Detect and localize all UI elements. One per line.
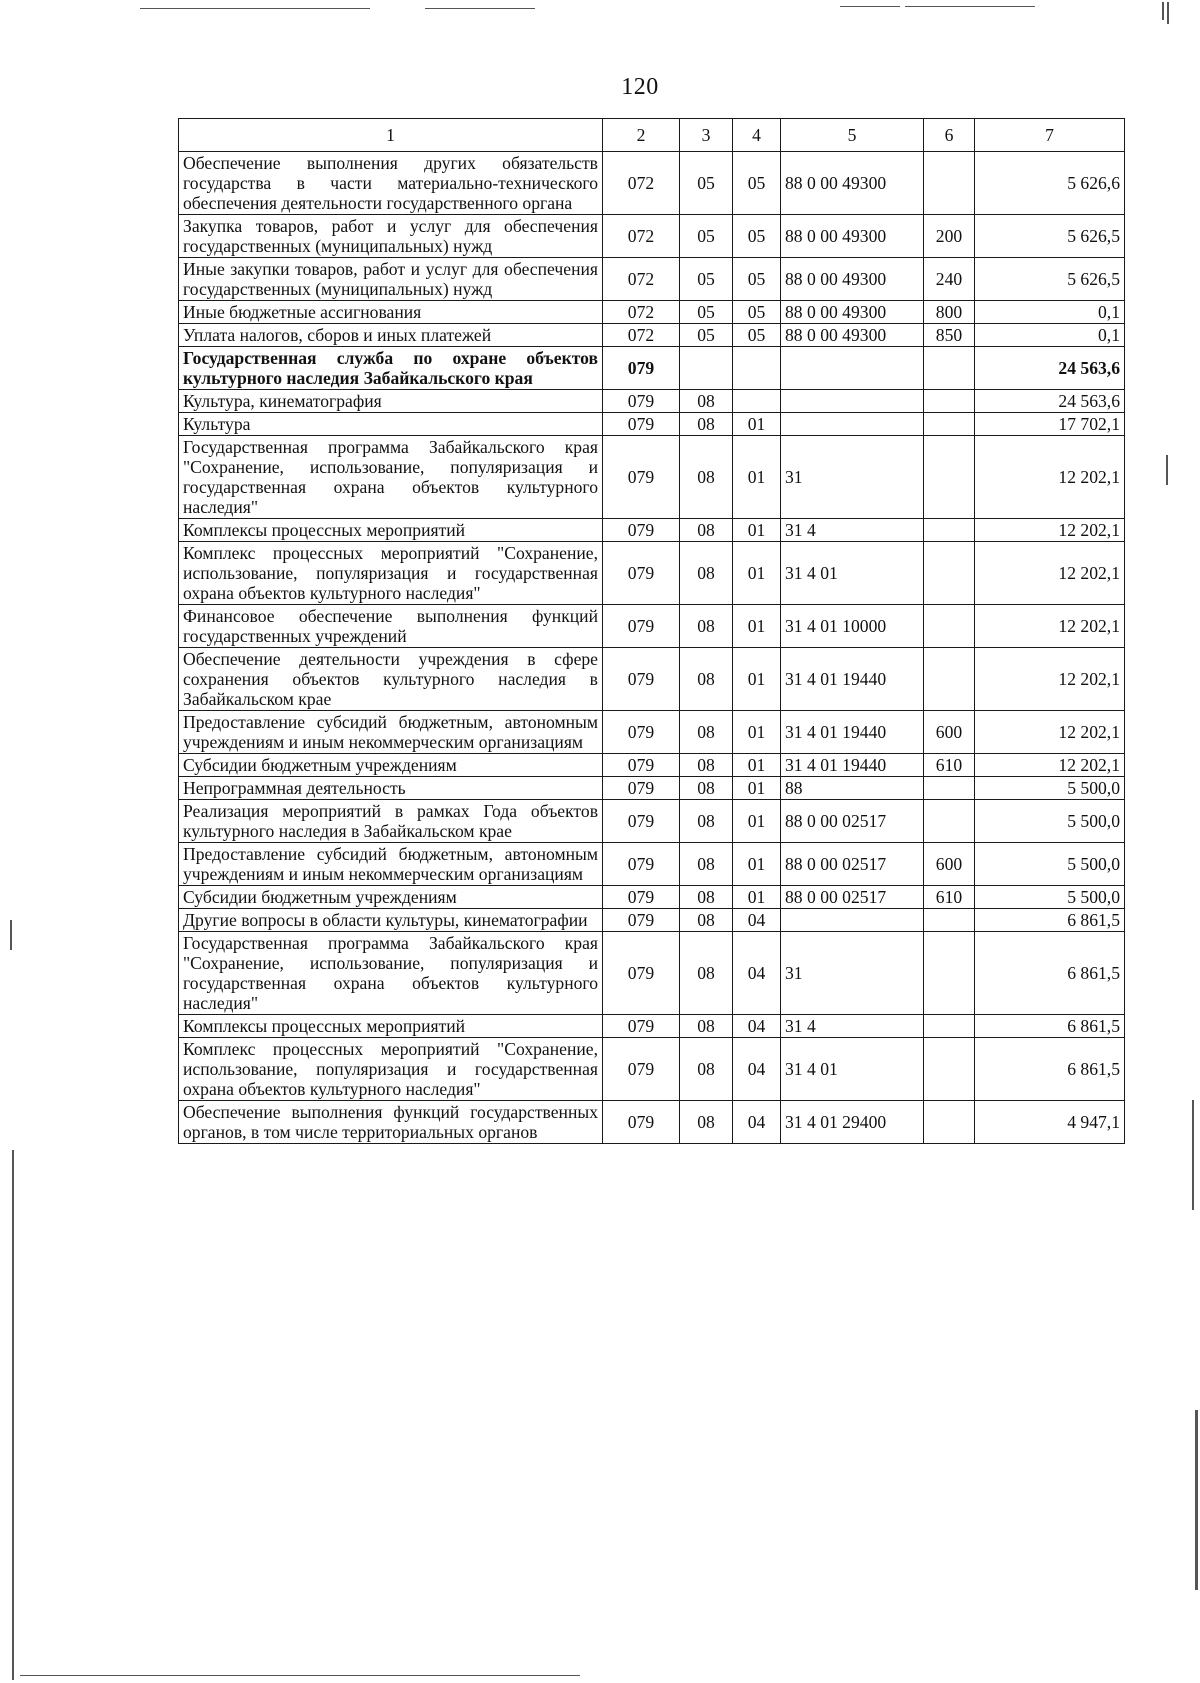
table-row xyxy=(179,777,1125,800)
subsection-code-cell xyxy=(733,347,781,390)
amount-cell: 24 563,6 xyxy=(975,347,1125,390)
table-row xyxy=(179,390,1125,413)
header-col-7: 7 xyxy=(975,119,1125,152)
expense-type-cell: 600 xyxy=(924,711,975,754)
subsection-code-cell: 01 xyxy=(733,413,781,436)
target-article-cell: 31 xyxy=(781,436,924,519)
row-name-cell: Культура, кинематография xyxy=(179,390,603,413)
subsection-code-cell: 05 xyxy=(733,301,781,324)
section-code-cell: 08 xyxy=(680,843,733,886)
amount-cell: 6 861,5 xyxy=(975,909,1125,932)
table-row xyxy=(179,413,1125,436)
target-article-cell: 31 xyxy=(781,932,924,1015)
header-row xyxy=(179,119,1125,152)
amount-cell: 12 202,1 xyxy=(975,542,1125,605)
expense-type-cell xyxy=(924,152,975,215)
section-code-cell: 08 xyxy=(680,648,733,711)
row-name-cell: Субсидии бюджетным учреждениям xyxy=(179,886,603,909)
amount-cell: 6 861,5 xyxy=(975,932,1125,1015)
scan-artifact-line xyxy=(1162,2,1164,20)
header-col-5: 5 xyxy=(781,119,924,152)
ministry-code-cell: 079 xyxy=(603,777,680,800)
target-article-cell: 31 4 01 xyxy=(781,542,924,605)
header-col-4: 4 xyxy=(733,119,781,152)
section-code-cell: 08 xyxy=(680,390,733,413)
table-row xyxy=(179,301,1125,324)
section-code-cell: 08 xyxy=(680,605,733,648)
scan-artifact-line xyxy=(140,8,370,9)
ministry-code-cell: 079 xyxy=(603,390,680,413)
expense-type-cell xyxy=(924,519,975,542)
amount-cell: 12 202,1 xyxy=(975,436,1125,519)
amount-cell: 12 202,1 xyxy=(975,648,1125,711)
section-code-cell: 08 xyxy=(680,1038,733,1101)
subsection-code-cell: 01 xyxy=(733,648,781,711)
section-code-cell: 08 xyxy=(680,413,733,436)
expense-type-cell xyxy=(924,390,975,413)
subsection-code-cell: 04 xyxy=(733,909,781,932)
subsection-code-cell: 01 xyxy=(733,436,781,519)
target-article-cell: 88 0 00 49300 xyxy=(781,215,924,258)
subsection-code-cell: 01 xyxy=(733,711,781,754)
row-name-cell: Обеспечение деятельности учреждения в сфере сохранения объектов культурного наследия в Забайкальском крае xyxy=(179,648,603,711)
target-article-cell: 88 xyxy=(781,777,924,800)
target-article-cell: 88 0 00 02517 xyxy=(781,886,924,909)
scan-artifact-line xyxy=(1195,1410,1198,1590)
ministry-code-cell: 079 xyxy=(603,605,680,648)
ministry-code-cell: 072 xyxy=(603,324,680,347)
table-row xyxy=(179,1101,1125,1144)
target-article-cell: 31 4 xyxy=(781,1015,924,1038)
row-name-cell: Реализация мероприятий в рамках Года объектов культурного наследия в Забайкальском крае xyxy=(179,800,603,843)
ministry-code-cell: 072 xyxy=(603,152,680,215)
expense-type-cell xyxy=(924,347,975,390)
section-code-cell: 08 xyxy=(680,519,733,542)
table-row xyxy=(179,711,1125,754)
ministry-code-cell: 079 xyxy=(603,909,680,932)
amount-cell: 5 500,0 xyxy=(975,777,1125,800)
table-row xyxy=(179,754,1125,777)
target-article-cell: 88 0 00 49300 xyxy=(781,324,924,347)
subsection-code-cell: 01 xyxy=(733,886,781,909)
target-article-cell: 31 4 01 29400 xyxy=(781,1101,924,1144)
ministry-code-cell: 079 xyxy=(603,932,680,1015)
target-article-cell: 31 4 xyxy=(781,519,924,542)
scan-artifact-line xyxy=(425,8,535,9)
amount-cell: 5 626,6 xyxy=(975,152,1125,215)
amount-cell: 0,1 xyxy=(975,301,1125,324)
row-name-cell: Другие вопросы в области культуры, кинематографии xyxy=(179,909,603,932)
expense-type-cell: 850 xyxy=(924,324,975,347)
ministry-code-cell: 079 xyxy=(603,1015,680,1038)
row-name-cell: Культура xyxy=(179,413,603,436)
ministry-code-cell: 079 xyxy=(603,347,680,390)
target-article-cell: 88 0 00 49300 xyxy=(781,152,924,215)
amount-cell: 6 861,5 xyxy=(975,1015,1125,1038)
expense-type-cell: 240 xyxy=(924,258,975,301)
table-row xyxy=(179,843,1125,886)
row-name-cell: Предоставление субсидий бюджетным, автономным учреждениям и иным некоммерческим организациям xyxy=(179,843,603,886)
expense-type-cell xyxy=(924,777,975,800)
expense-type-cell xyxy=(924,800,975,843)
ministry-code-cell: 072 xyxy=(603,301,680,324)
ministry-code-cell: 079 xyxy=(603,436,680,519)
expense-type-cell: 610 xyxy=(924,754,975,777)
amount-cell: 5 626,5 xyxy=(975,215,1125,258)
expense-type-cell xyxy=(924,1101,975,1144)
row-name-cell: Государственная программа Забайкальского края "Сохранение, использование, популяризация и государственная охрана объектов культурного наследия" xyxy=(179,436,603,519)
ministry-code-cell: 079 xyxy=(603,886,680,909)
ministry-code-cell: 079 xyxy=(603,413,680,436)
amount-cell: 12 202,1 xyxy=(975,519,1125,542)
ministry-code-cell: 079 xyxy=(603,800,680,843)
section-code-cell: 05 xyxy=(680,152,733,215)
header-col-2: 2 xyxy=(603,119,680,152)
amount-cell: 12 202,1 xyxy=(975,711,1125,754)
amount-cell: 17 702,1 xyxy=(975,413,1125,436)
target-article-cell xyxy=(781,909,924,932)
section-code-cell xyxy=(680,347,733,390)
expense-type-cell xyxy=(924,542,975,605)
expense-type-cell: 610 xyxy=(924,886,975,909)
table-row xyxy=(179,258,1125,301)
target-article-cell: 31 4 01 xyxy=(781,1038,924,1101)
header-col-1: 1 xyxy=(179,119,603,152)
scan-artifact-line xyxy=(10,920,12,950)
target-article-cell: 88 0 00 02517 xyxy=(781,843,924,886)
subsection-code-cell: 01 xyxy=(733,542,781,605)
table-row xyxy=(179,1015,1125,1038)
expense-type-cell xyxy=(924,909,975,932)
ministry-code-cell: 072 xyxy=(603,258,680,301)
scan-artifact-line xyxy=(1192,1100,1194,1210)
table-row xyxy=(179,800,1125,843)
target-article-cell: 88 0 00 49300 xyxy=(781,301,924,324)
table-row xyxy=(179,1038,1125,1101)
section-code-cell: 05 xyxy=(680,215,733,258)
scan-artifact-line xyxy=(12,1150,14,1680)
row-name-cell: Иные бюджетные ассигнования xyxy=(179,301,603,324)
target-article-cell: 31 4 01 10000 xyxy=(781,605,924,648)
ministry-code-cell: 079 xyxy=(603,1101,680,1144)
subsection-code-cell: 01 xyxy=(733,777,781,800)
row-name-cell: Комплексы процессных мероприятий xyxy=(179,1015,603,1038)
target-article-cell: 31 4 01 19440 xyxy=(781,754,924,777)
expense-type-cell xyxy=(924,413,975,436)
amount-cell: 6 861,5 xyxy=(975,1038,1125,1101)
amount-cell: 12 202,1 xyxy=(975,754,1125,777)
amount-cell: 5 626,5 xyxy=(975,258,1125,301)
table-row xyxy=(179,886,1125,909)
amount-cell: 5 500,0 xyxy=(975,800,1125,843)
table-row xyxy=(179,909,1125,932)
ministry-code-cell: 079 xyxy=(603,754,680,777)
expense-type-cell: 200 xyxy=(924,215,975,258)
section-code-cell: 05 xyxy=(680,258,733,301)
expense-type-cell: 800 xyxy=(924,301,975,324)
page-number: 120 xyxy=(621,74,659,100)
expense-type-cell xyxy=(924,1015,975,1038)
subsection-code-cell: 01 xyxy=(733,519,781,542)
row-name-cell: Комплекс процессных мероприятий "Сохранение, использование, популяризация и государственная охрана объектов культурного наследия" xyxy=(179,542,603,605)
table-body xyxy=(179,152,1125,1144)
subsection-code-cell: 05 xyxy=(733,152,781,215)
budget-table xyxy=(178,118,1125,1144)
section-code-cell: 05 xyxy=(680,324,733,347)
table-row xyxy=(179,324,1125,347)
target-article-cell xyxy=(781,347,924,390)
row-name-cell: Государственная служба по охране объектов культурного наследия Забайкальского края xyxy=(179,347,603,390)
table-row xyxy=(179,436,1125,519)
section-code-cell: 08 xyxy=(680,754,733,777)
section-code-cell: 08 xyxy=(680,932,733,1015)
table-row xyxy=(179,605,1125,648)
target-article-cell xyxy=(781,413,924,436)
row-name-cell: Обеспечение выполнения других обязательств государства в части материально-технического обеспечения деятельности государственного органа xyxy=(179,152,603,215)
amount-cell: 0,1 xyxy=(975,324,1125,347)
section-code-cell: 08 xyxy=(680,542,733,605)
ministry-code-cell: 079 xyxy=(603,843,680,886)
expense-type-cell: 600 xyxy=(924,843,975,886)
table-row xyxy=(179,152,1125,215)
section-code-cell: 08 xyxy=(680,777,733,800)
table-row xyxy=(179,932,1125,1015)
amount-cell: 4 947,1 xyxy=(975,1101,1125,1144)
row-name-cell: Предоставление субсидий бюджетным, автономным учреждениям и иным некоммерческим организациям xyxy=(179,711,603,754)
target-article-cell: 88 0 00 49300 xyxy=(781,258,924,301)
amount-cell: 24 563,6 xyxy=(975,390,1125,413)
table-row xyxy=(179,648,1125,711)
row-name-cell: Государственная программа Забайкальского края "Сохранение, использование, популяризация и государственная охрана объектов культурного наследия" xyxy=(179,932,603,1015)
table-header xyxy=(179,119,1125,152)
expense-type-cell xyxy=(924,648,975,711)
ministry-code-cell: 079 xyxy=(603,519,680,542)
section-code-cell: 08 xyxy=(680,1015,733,1038)
row-name-cell: Непрограммная деятельность xyxy=(179,777,603,800)
target-article-cell: 88 0 00 02517 xyxy=(781,800,924,843)
subsection-code-cell: 01 xyxy=(733,754,781,777)
subsection-code-cell: 01 xyxy=(733,843,781,886)
scan-artifact-line xyxy=(840,6,900,7)
amount-cell: 5 500,0 xyxy=(975,843,1125,886)
ministry-code-cell: 079 xyxy=(603,1038,680,1101)
expense-type-cell xyxy=(924,932,975,1015)
subsection-code-cell: 04 xyxy=(733,1101,781,1144)
ministry-code-cell: 079 xyxy=(603,711,680,754)
scan-artifact-line xyxy=(1167,2,1169,24)
subsection-code-cell: 01 xyxy=(733,800,781,843)
row-name-cell: Финансовое обеспечение выполнения функций государственных учреждений xyxy=(179,605,603,648)
scan-artifact-line xyxy=(1166,455,1168,485)
row-name-cell: Субсидии бюджетным учреждениям xyxy=(179,754,603,777)
subsection-code-cell: 01 xyxy=(733,605,781,648)
expense-type-cell xyxy=(924,1038,975,1101)
table-row xyxy=(179,519,1125,542)
row-name-cell: Иные закупки товаров, работ и услуг для обеспечения государственных (муниципальных) нужд xyxy=(179,258,603,301)
amount-cell: 5 500,0 xyxy=(975,886,1125,909)
target-article-cell: 31 4 01 19440 xyxy=(781,711,924,754)
subsection-code-cell: 04 xyxy=(733,1015,781,1038)
amount-cell: 12 202,1 xyxy=(975,605,1125,648)
section-code-cell: 08 xyxy=(680,886,733,909)
row-name-cell: Комплексы процессных мероприятий xyxy=(179,519,603,542)
row-name-cell: Закупка товаров, работ и услуг для обеспечения государственных (муниципальных) нужд xyxy=(179,215,603,258)
header-col-6: 6 xyxy=(924,119,975,152)
subsection-code-cell: 05 xyxy=(733,258,781,301)
table-row xyxy=(179,215,1125,258)
subsection-code-cell: 05 xyxy=(733,215,781,258)
section-code-cell: 08 xyxy=(680,1101,733,1144)
ministry-code-cell: 079 xyxy=(603,542,680,605)
row-name-cell: Обеспечение выполнения функций государственных органов, в том числе территориальных органов xyxy=(179,1101,603,1144)
section-code-cell: 08 xyxy=(680,436,733,519)
section-code-cell: 08 xyxy=(680,711,733,754)
section-code-cell: 05 xyxy=(680,301,733,324)
header-col-3: 3 xyxy=(680,119,733,152)
expense-type-cell xyxy=(924,436,975,519)
target-article-cell xyxy=(781,390,924,413)
scan-artifact-line xyxy=(20,1675,580,1676)
subsection-code-cell xyxy=(733,390,781,413)
subsection-code-cell: 04 xyxy=(733,1038,781,1101)
row-name-cell: Комплекс процессных мероприятий "Сохранение, использование, популяризация и государственная охрана объектов культурного наследия" xyxy=(179,1038,603,1101)
section-code-cell: 08 xyxy=(680,800,733,843)
subsection-code-cell: 05 xyxy=(733,324,781,347)
scan-artifact-line xyxy=(905,6,1035,7)
table-row xyxy=(179,347,1125,390)
ministry-code-cell: 072 xyxy=(603,215,680,258)
section-code-cell: 08 xyxy=(680,909,733,932)
row-name-cell: Уплата налогов, сборов и иных платежей xyxy=(179,324,603,347)
table-row xyxy=(179,542,1125,605)
expense-type-cell xyxy=(924,605,975,648)
target-article-cell: 31 4 01 19440 xyxy=(781,648,924,711)
subsection-code-cell: 04 xyxy=(733,932,781,1015)
ministry-code-cell: 079 xyxy=(603,648,680,711)
